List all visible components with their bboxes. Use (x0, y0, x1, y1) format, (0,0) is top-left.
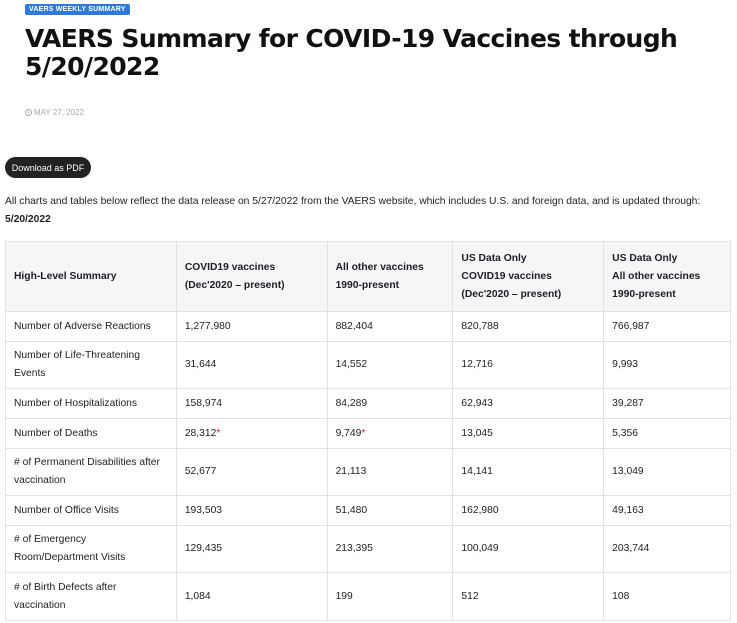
row-label: # of Permanent Disabilities after vaccination (6, 449, 177, 496)
table-cell: 84,289 (327, 389, 453, 419)
table-cell: 882,404 (327, 312, 453, 342)
header-line: US Data Only (461, 252, 527, 264)
table-cell: 9,993 (604, 342, 731, 389)
intro-text: All charts and tables below reflect the data release on 5/27/2022 from the VAERS website, which includes U.S. and foreign data, and is updated through: (5, 196, 701, 207)
table-cell: 766,987 (604, 312, 731, 342)
table-cell: 1,277,980 (176, 312, 327, 342)
header-line: All other vaccines (335, 261, 424, 273)
table-row (6, 389, 731, 419)
header-line: (Dec'2020 – present) (461, 288, 562, 300)
row-label: Number of Office Visits (6, 496, 177, 526)
publish-date (25, 108, 84, 117)
table-row (6, 342, 731, 389)
table-cell (176, 419, 327, 449)
table-cell: 51,480 (327, 496, 453, 526)
table-cell: 52,677 (176, 449, 327, 496)
header-all-other-vaccines (327, 242, 453, 312)
table-row (6, 449, 731, 496)
header-line: High-Level Summary (14, 270, 117, 282)
row-label: Number of Adverse Reactions (6, 312, 177, 342)
table-row (6, 526, 731, 573)
table-cell: 31,644 (176, 342, 327, 389)
table-cell: 14,141 (453, 449, 604, 496)
asterisk-marker: * (361, 427, 366, 439)
header-line: 1990-present (335, 279, 400, 291)
table-cell: 162,980 (453, 496, 604, 526)
intro-date: 5/20/2022 (5, 214, 51, 225)
table-cell: 100,049 (453, 526, 604, 573)
table-row (6, 573, 731, 621)
header-line: All other vaccines (612, 270, 701, 282)
table-cell: 13,045 (453, 419, 604, 449)
table-row (6, 496, 731, 526)
header-line: US Data Only (612, 252, 678, 264)
table-cell: 129,435 (176, 526, 327, 573)
table-cell: 49,163 (604, 496, 731, 526)
table-row (6, 419, 731, 449)
table-cell: 13,049 (604, 449, 731, 496)
asterisk-marker: * (216, 427, 221, 439)
table-row (6, 312, 731, 342)
category-badge[interactable]: VAERS WEEKLY SUMMARY (25, 4, 130, 15)
table-cell: 62,943 (453, 389, 604, 419)
table-cell: 108 (604, 573, 731, 621)
header-line: COVID19 vaccines (461, 270, 552, 282)
table-cell: 203,744 (604, 526, 731, 573)
table-cell: 1,084 (176, 573, 327, 621)
table-cell: 14,552 (327, 342, 453, 389)
intro-paragraph (5, 193, 733, 229)
table-cell: 12,716 (453, 342, 604, 389)
download-pdf-button[interactable]: Download as PDF (5, 157, 91, 178)
publish-date-text: MAY 27, 2022 (34, 108, 84, 117)
row-label: # of Emergency Room/Department Visits (6, 526, 177, 573)
table-cell (327, 419, 453, 449)
table-cell: 39,287 (604, 389, 731, 419)
row-label: Number of Hospitalizations (6, 389, 177, 419)
header-line: 1990-present (612, 288, 676, 300)
table-header-row (6, 242, 731, 312)
header-us-covid19-vaccines (453, 242, 604, 312)
table-cell: 158,974 (176, 389, 327, 419)
table-cell: 820,788 (453, 312, 604, 342)
table-cell: 199 (327, 573, 453, 621)
table-cell: 5,356 (604, 419, 731, 449)
row-label: Number of Deaths (6, 419, 177, 449)
row-label: Number of Life-Threatening Events (6, 342, 177, 389)
table-cell: 512 (453, 573, 604, 621)
header-us-all-other-vaccines (604, 242, 731, 312)
header-covid19-vaccines (176, 242, 327, 312)
row-label: # of Birth Defects after vaccination (6, 573, 177, 621)
table-cell: 213,395 (327, 526, 453, 573)
clock-icon (25, 109, 32, 116)
table-cell: 193,503 (176, 496, 327, 526)
cell-value: 28,312 (184, 427, 217, 439)
article-title: VAERS Summary for COVID-19 Vaccines through 5/20/2022 (25, 24, 678, 81)
header-line: (Dec'2020 – present) (184, 279, 285, 291)
cell-value: 9,749 (335, 427, 362, 439)
summary-table (5, 241, 731, 621)
header-line: COVID19 vaccines (184, 261, 276, 273)
header-high-level-summary (6, 242, 177, 312)
table-cell: 21,113 (327, 449, 453, 496)
